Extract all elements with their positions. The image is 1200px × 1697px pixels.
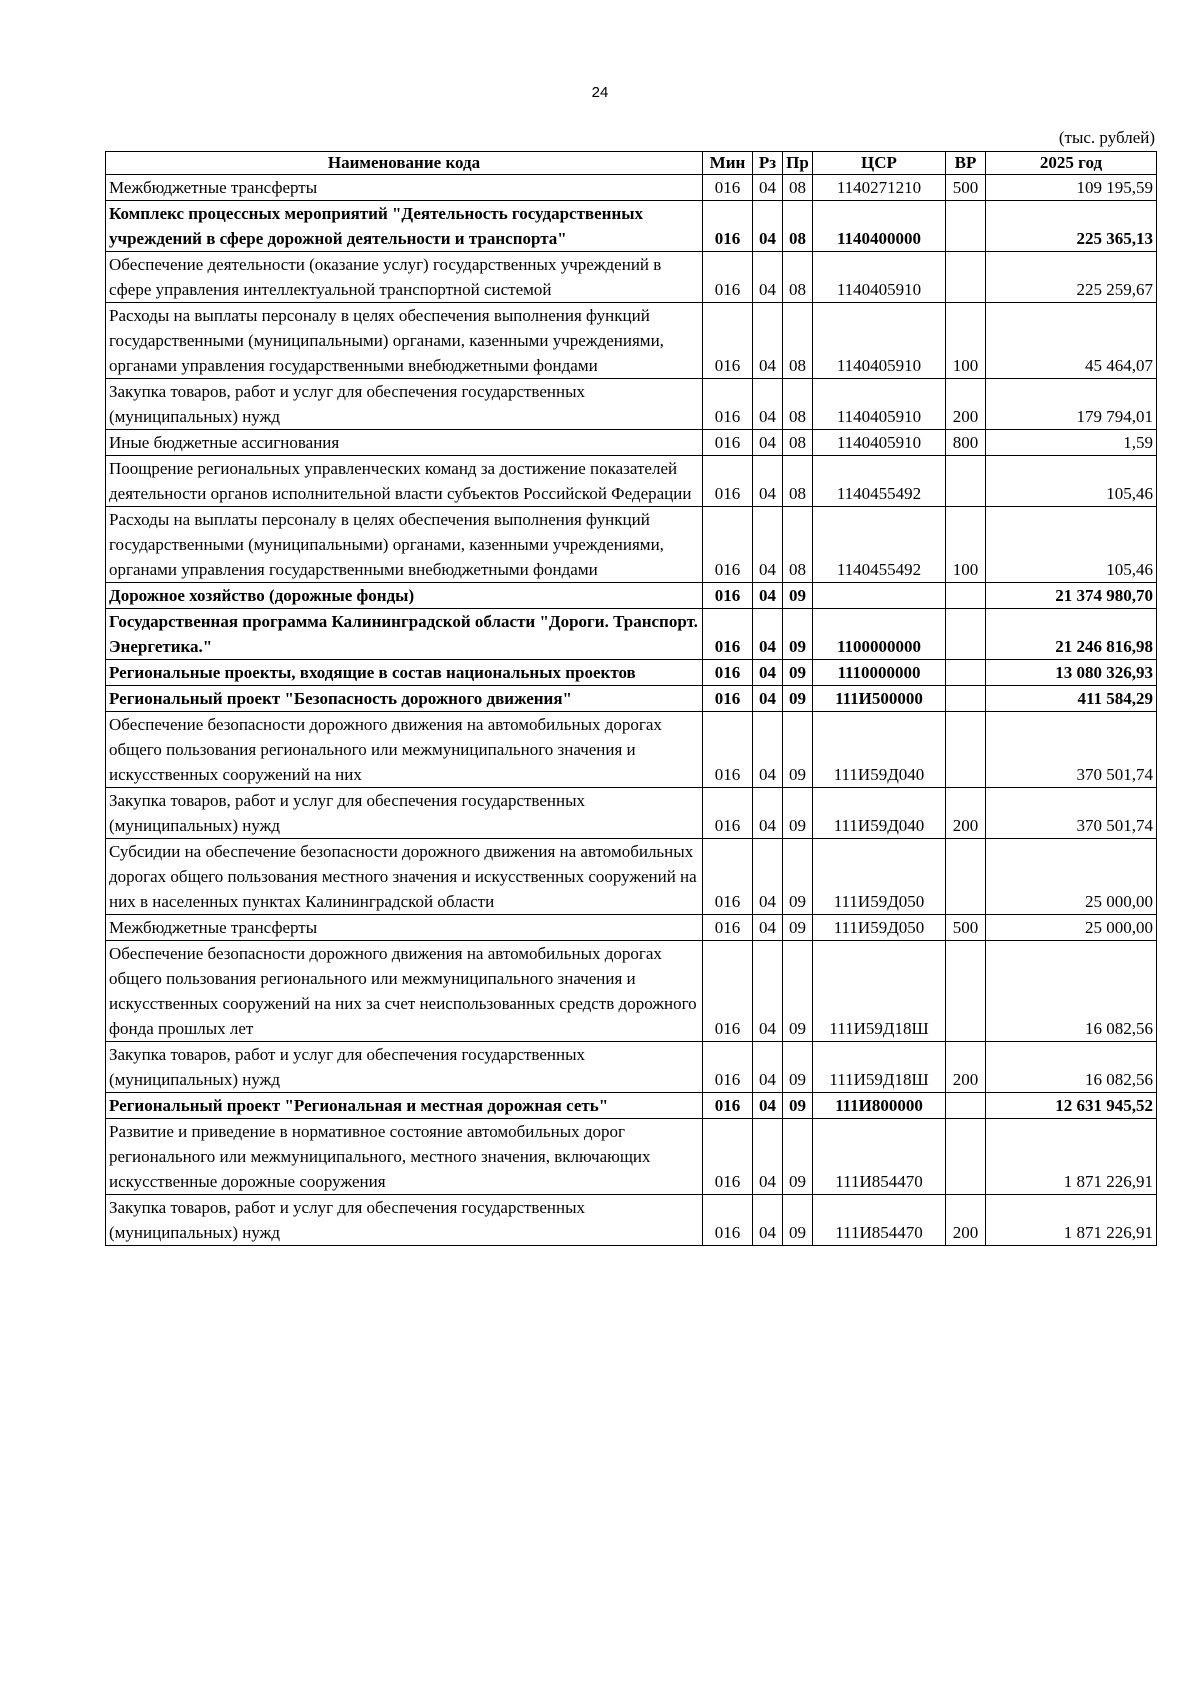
cell-name: Региональный проект "Региональная и местная дорожная сеть" (106, 1093, 703, 1119)
cell-pr: 08 (783, 507, 813, 583)
cell-rz: 04 (753, 915, 783, 941)
cell-min: 016 (703, 430, 753, 456)
table-body (106, 175, 1157, 1246)
cell-rz: 04 (753, 839, 783, 915)
cell-csr: 111И59Д040 (813, 788, 946, 839)
cell-min: 016 (703, 379, 753, 430)
cell-vr: 200 (946, 379, 986, 430)
cell-name: Закупка товаров, работ и услуг для обеспечения государственных (муниципальных) нужд (106, 1195, 703, 1246)
cell-pr: 08 (783, 430, 813, 456)
cell-csr: 1110000000 (813, 660, 946, 686)
table-row (106, 941, 1157, 1042)
cell-pr: 09 (783, 788, 813, 839)
cell-vr: 100 (946, 303, 986, 379)
cell-csr: 1100000000 (813, 609, 946, 660)
cell-amount: 179 794,01 (986, 379, 1157, 430)
cell-csr: 111И854470 (813, 1119, 946, 1195)
table-row (106, 788, 1157, 839)
cell-name: Обеспечение безопасности дорожного движения на автомобильных дорогах общего пользования регионального или межмуниципального значения и искусственных сооружений на них за счет неиспользованных средств дорожного фонда прошлых лет (106, 941, 703, 1042)
cell-vr (946, 1119, 986, 1195)
cell-amount: 1,59 (986, 430, 1157, 456)
cell-name: Комплекс процессных мероприятий "Деятельность государственных учреждений в сфере дорожной деятельности и транспорта" (106, 201, 703, 252)
cell-csr: 1140455492 (813, 507, 946, 583)
cell-name: Закупка товаров, работ и услуг для обеспечения государственных (муниципальных) нужд (106, 1042, 703, 1093)
cell-min: 016 (703, 788, 753, 839)
cell-rz: 04 (753, 252, 783, 303)
cell-pr: 09 (783, 839, 813, 915)
cell-min: 016 (703, 686, 753, 712)
cell-rz: 04 (753, 1042, 783, 1093)
table-row (106, 201, 1157, 252)
table-row (106, 839, 1157, 915)
cell-vr (946, 1093, 986, 1119)
cell-csr: 1140405910 (813, 303, 946, 379)
cell-vr (946, 941, 986, 1042)
cell-min: 016 (703, 712, 753, 788)
cell-amount: 16 082,56 (986, 1042, 1157, 1093)
cell-name: Обеспечение деятельности (оказание услуг) государственных учреждений в сфере управления интеллектуальной транспортной системой (106, 252, 703, 303)
cell-min: 016 (703, 660, 753, 686)
cell-vr (946, 839, 986, 915)
cell-pr: 08 (783, 379, 813, 430)
cell-pr: 08 (783, 175, 813, 201)
cell-vr (946, 456, 986, 507)
table-row (106, 915, 1157, 941)
table-row (106, 712, 1157, 788)
cell-vr: 800 (946, 430, 986, 456)
header-pr: Пр (783, 152, 813, 175)
cell-name: Закупка товаров, работ и услуг для обеспечения государственных (муниципальных) нужд (106, 379, 703, 430)
cell-name: Закупка товаров, работ и услуг для обеспечения государственных (муниципальных) нужд (106, 788, 703, 839)
cell-vr (946, 583, 986, 609)
cell-vr: 500 (946, 915, 986, 941)
cell-name: Дорожное хозяйство (дорожные фонды) (106, 583, 703, 609)
cell-vr: 200 (946, 1042, 986, 1093)
cell-amount: 105,46 (986, 456, 1157, 507)
cell-pr: 09 (783, 660, 813, 686)
cell-min: 016 (703, 1042, 753, 1093)
cell-csr: 111И500000 (813, 686, 946, 712)
cell-vr: 200 (946, 788, 986, 839)
cell-vr: 200 (946, 1195, 986, 1246)
cell-csr: 111И59Д050 (813, 839, 946, 915)
cell-rz: 04 (753, 712, 783, 788)
cell-pr: 09 (783, 915, 813, 941)
cell-vr (946, 201, 986, 252)
table-row (106, 507, 1157, 583)
cell-pr: 09 (783, 583, 813, 609)
table-row (106, 686, 1157, 712)
cell-rz: 04 (753, 583, 783, 609)
cell-amount: 1 871 226,91 (986, 1195, 1157, 1246)
cell-amount: 25 000,00 (986, 839, 1157, 915)
cell-pr: 09 (783, 1195, 813, 1246)
cell-min: 016 (703, 583, 753, 609)
cell-pr: 09 (783, 1119, 813, 1195)
cell-amount: 12 631 945,52 (986, 1093, 1157, 1119)
table-row (106, 1093, 1157, 1119)
header-row (106, 152, 1157, 175)
cell-amount: 25 000,00 (986, 915, 1157, 941)
cell-csr: 111И800000 (813, 1093, 946, 1119)
cell-amount: 370 501,74 (986, 712, 1157, 788)
cell-csr: 111И854470 (813, 1195, 946, 1246)
cell-min: 016 (703, 507, 753, 583)
cell-vr (946, 252, 986, 303)
table-row (106, 609, 1157, 660)
cell-amount: 411 584,29 (986, 686, 1157, 712)
cell-rz: 04 (753, 456, 783, 507)
cell-pr: 09 (783, 1093, 813, 1119)
cell-rz: 04 (753, 1119, 783, 1195)
cell-rz: 04 (753, 686, 783, 712)
cell-csr (813, 583, 946, 609)
table-row (106, 583, 1157, 609)
table-row (106, 175, 1157, 201)
cell-csr: 1140455492 (813, 456, 946, 507)
cell-min: 016 (703, 1119, 753, 1195)
cell-vr: 100 (946, 507, 986, 583)
table-row (106, 379, 1157, 430)
units-label: (тыс. рублей) (1058, 128, 1155, 147)
cell-amount: 225 365,13 (986, 201, 1157, 252)
cell-csr: 1140405910 (813, 430, 946, 456)
cell-name: Расходы на выплаты персоналу в целях обеспечения выполнения функций государственными (муниципальными) органами, казенными учреждениями, органами управления государственными внебюджетными фондами (106, 303, 703, 379)
cell-amount: 21 374 980,70 (986, 583, 1157, 609)
cell-pr: 09 (783, 941, 813, 1042)
table-row (106, 430, 1157, 456)
cell-min: 016 (703, 456, 753, 507)
cell-amount: 21 246 816,98 (986, 609, 1157, 660)
cell-name: Межбюджетные трансферты (106, 915, 703, 941)
cell-min: 016 (703, 1093, 753, 1119)
cell-vr (946, 712, 986, 788)
table-row (106, 252, 1157, 303)
cell-name: Поощрение региональных управленческих команд за достижение показателей деятельности органов исполнительной власти субъектов Российской Федерации (106, 456, 703, 507)
header-min: Мин (703, 152, 753, 175)
header-year: 2025 год (986, 152, 1157, 175)
cell-pr: 08 (783, 456, 813, 507)
cell-name: Расходы на выплаты персоналу в целях обеспечения выполнения функций государственными (муниципальными) органами, казенными учреждениями, органами управления государственными внебюджетными фондами (106, 507, 703, 583)
cell-min: 016 (703, 941, 753, 1042)
header-name: Наименование кода (106, 152, 703, 175)
cell-name: Обеспечение безопасности дорожного движения на автомобильных дорогах общего пользования регионального или межмуниципального значения и искусственных сооружений на них (106, 712, 703, 788)
header-vr: ВР (946, 152, 986, 175)
cell-pr: 08 (783, 252, 813, 303)
cell-amount: 1 871 226,91 (986, 1119, 1157, 1195)
cell-amount: 225 259,67 (986, 252, 1157, 303)
cell-pr: 09 (783, 609, 813, 660)
cell-csr: 1140271210 (813, 175, 946, 201)
cell-pr: 09 (783, 1042, 813, 1093)
header-rz: Рз (753, 152, 783, 175)
cell-min: 016 (703, 175, 753, 201)
cell-name: Государственная программа Калининградской области "Дороги. Транспорт. Энергетика." (106, 609, 703, 660)
table-row (106, 1119, 1157, 1195)
budget-table (105, 151, 1157, 1246)
cell-rz: 04 (753, 609, 783, 660)
cell-vr (946, 660, 986, 686)
cell-min: 016 (703, 609, 753, 660)
cell-vr (946, 609, 986, 660)
table-row (106, 456, 1157, 507)
cell-name: Межбюджетные трансферты (106, 175, 703, 201)
cell-name: Развитие и приведение в нормативное состояние автомобильных дорог регионального или межмуниципального, местного значения, включающих искусственные дорожные сооружения (106, 1119, 703, 1195)
cell-vr (946, 686, 986, 712)
cell-rz: 04 (753, 303, 783, 379)
table-row (106, 1195, 1157, 1246)
cell-amount: 16 082,56 (986, 941, 1157, 1042)
cell-rz: 04 (753, 430, 783, 456)
cell-pr: 09 (783, 686, 813, 712)
cell-rz: 04 (753, 379, 783, 430)
cell-rz: 04 (753, 201, 783, 252)
cell-min: 016 (703, 1195, 753, 1246)
cell-pr: 08 (783, 303, 813, 379)
cell-name: Региональные проекты, входящие в состав национальных проектов (106, 660, 703, 686)
cell-amount: 105,46 (986, 507, 1157, 583)
cell-name: Региональный проект "Безопасность дорожного движения" (106, 686, 703, 712)
cell-pr: 08 (783, 201, 813, 252)
cell-min: 016 (703, 201, 753, 252)
cell-min: 016 (703, 839, 753, 915)
cell-rz: 04 (753, 788, 783, 839)
table-header (106, 152, 1157, 175)
cell-pr: 09 (783, 712, 813, 788)
cell-csr: 111И59Д18Ш (813, 941, 946, 1042)
table-row (106, 1042, 1157, 1093)
cell-min: 016 (703, 303, 753, 379)
cell-amount: 13 080 326,93 (986, 660, 1157, 686)
cell-csr: 111И59Д040 (813, 712, 946, 788)
cell-vr: 500 (946, 175, 986, 201)
cell-csr: 1140405910 (813, 379, 946, 430)
cell-rz: 04 (753, 1195, 783, 1246)
page-number: 24 (591, 84, 609, 101)
cell-name: Иные бюджетные ассигнования (106, 430, 703, 456)
cell-rz: 04 (753, 941, 783, 1042)
cell-csr: 1140400000 (813, 201, 946, 252)
cell-name: Субсидии на обеспечение безопасности дорожного движения на автомобильных дорогах общего пользования местного значения и искусственных сооружений на них в населенных пунктах Калининградской области (106, 839, 703, 915)
cell-csr: 111И59Д050 (813, 915, 946, 941)
cell-rz: 04 (753, 507, 783, 583)
table-row (106, 660, 1157, 686)
cell-csr: 1140405910 (813, 252, 946, 303)
cell-min: 016 (703, 252, 753, 303)
cell-rz: 04 (753, 175, 783, 201)
cell-rz: 04 (753, 660, 783, 686)
cell-rz: 04 (753, 1093, 783, 1119)
cell-min: 016 (703, 915, 753, 941)
header-csr: ЦСР (813, 152, 946, 175)
cell-amount: 109 195,59 (986, 175, 1157, 201)
cell-csr: 111И59Д18Ш (813, 1042, 946, 1093)
table-row (106, 303, 1157, 379)
cell-amount: 45 464,07 (986, 303, 1157, 379)
cell-amount: 370 501,74 (986, 788, 1157, 839)
